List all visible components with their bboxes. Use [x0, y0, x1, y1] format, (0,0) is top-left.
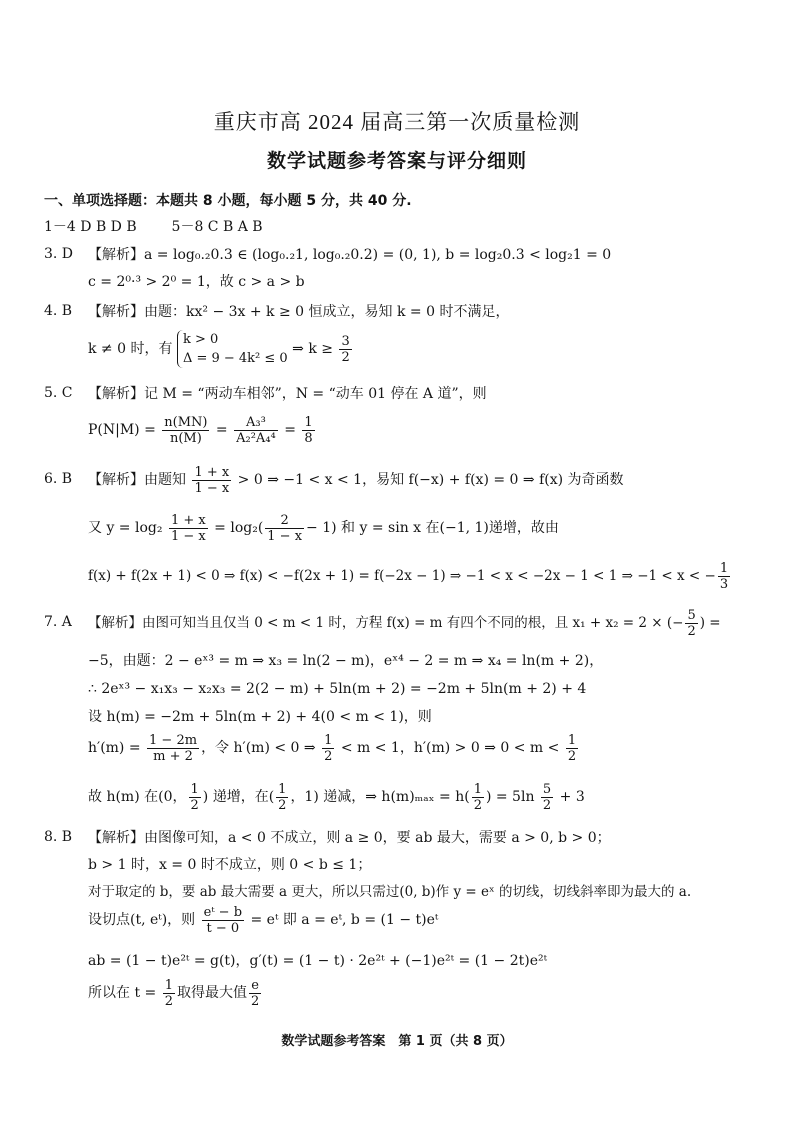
q7-f5c-den: 2 — [473, 797, 482, 813]
q7-text5a: h′(m) = — [88, 740, 141, 756]
q7-fraction6 — [541, 782, 553, 813]
answers-1-4: 1－4 D B D B — [44, 219, 137, 235]
q8-f2-num: 1 — [164, 977, 173, 993]
q6-text2c: − 1) 和 y = sin x 在(−1, 1)递增，故由 — [306, 520, 559, 536]
q6-line3 — [88, 558, 732, 594]
q7-fraction1 — [685, 608, 697, 639]
q7-text6d: ) = 5ln — [485, 789, 535, 805]
q8-fraction3 — [249, 978, 261, 1009]
q4-number: 4. B — [44, 303, 73, 319]
q7-number: 7. A — [44, 614, 72, 630]
q3-line2: c = 2⁰·³ > 2⁰ = 1，故 c > a > b — [88, 274, 305, 290]
q8-f1-num: eᵗ − b — [203, 904, 243, 920]
q8-line6 — [88, 975, 263, 1011]
q6-number: 6. B — [44, 471, 73, 487]
q8-text4b: = eᵗ 即 a = eᵗ, b = (1 − t)eᵗ — [250, 912, 439, 928]
q4-text2a: k ≠ 0 时，有 — [88, 341, 173, 357]
q6-f1r-den: 1 − x — [170, 528, 206, 544]
q8-line5: ab = (1 − t)e²ᵗ = g(t)，g′(t) = (1 − t) · 2e²ᵗ + (−1)e²ᵗ = (1 − 2t)e²ᵗ — [88, 953, 548, 969]
q7-f5a-num: 1 — [190, 781, 199, 797]
q7-fraction2 — [147, 733, 199, 764]
q5-f1-num: n(MN) — [164, 414, 208, 430]
q7-text6a: 故 h(m) 在(0， — [88, 789, 187, 805]
q5-f1-den: n(M) — [169, 430, 202, 446]
q7-text1a: 由图可知当且仅当 0 < m < 1 时，方程 f(x) = m 有四个不同的根，且 x₁ + x₂ = 2 × (− — [142, 615, 684, 631]
q6-line1 — [88, 462, 624, 498]
q6-f3-den: 3 — [719, 577, 729, 592]
q7-tag: 【解析】 — [88, 615, 142, 631]
q6-fraction2 — [265, 513, 304, 544]
q7-f4-num: 1 — [567, 732, 577, 748]
q6-fraction1 — [192, 465, 231, 496]
section-heading: 一、单项选择题：本题共 8 小题，每小题 5 分，共 40 分. — [44, 193, 412, 209]
q6-f3-num: 1 — [719, 561, 729, 576]
q7-line1 — [88, 605, 721, 641]
q4-tag: 【解析】 — [88, 304, 144, 320]
q6-f1-num: 1 + x — [194, 464, 230, 480]
q8-number: 8. B — [44, 829, 73, 845]
q8-f3-num: e — [249, 978, 261, 994]
q5-number: 5. C — [44, 385, 73, 401]
q7-text6e: + 3 — [559, 789, 585, 805]
q4-case2: Δ = 9 − 4k² ≤ 0 — [182, 351, 288, 366]
q8-fraction1 — [202, 905, 244, 936]
q4-f-num: 3 — [341, 333, 350, 349]
q7-f5a-den: 2 — [190, 797, 199, 813]
q7-text5c: < m < 1，h′(m) > 0 ⇒ 0 < m < — [340, 740, 560, 756]
q6-fraction1-repeat — [169, 513, 208, 544]
q8-line4 — [88, 902, 438, 938]
q7-f6-num: 5 — [542, 781, 552, 797]
q3-line1 — [88, 246, 611, 264]
q8-line1 — [88, 829, 611, 847]
q8-fraction2 — [163, 978, 175, 1009]
q7-fraction5c — [472, 782, 484, 813]
q7-fraction5a — [189, 782, 201, 813]
q6-tag: 【解析】 — [88, 472, 144, 488]
q7-f5b-den: 2 — [278, 797, 287, 813]
q4-f-den: 2 — [341, 349, 350, 365]
q7-line5 — [88, 730, 580, 766]
q7-f5b-num: 1 — [278, 781, 287, 797]
q6-f2-den: 1 − x — [267, 528, 303, 544]
answer-key — [44, 218, 263, 236]
q3-text1: a = log₀.₂0.3 ∈ (log₀.₂1, log₀.₂0.2) = (0, 1), b = log₂0.3 < log₂1 = 0 — [144, 247, 612, 263]
q4-case1: k > 0 — [182, 332, 219, 347]
q6-f1-den: 1 − x — [194, 480, 230, 496]
q8-f1-den: t − 0 — [206, 920, 240, 936]
q5-f2-den: A₂²A₄⁴ — [236, 430, 276, 446]
q7-line4: 设 h(m) = −2m + 5ln(m + 2) + 4(0 < m < 1)，则 — [88, 709, 432, 725]
q8-line2: b > 1 时，x = 0 时不成立，则 0 < b ≤ 1； — [88, 857, 372, 873]
q5-line1 — [88, 385, 487, 403]
page-footer: 数学试题参考答案 第 1 页（共 8 页） — [281, 1034, 513, 1049]
q3-number: 3. D — [44, 246, 74, 262]
q4-text2b: ⇒ k ≥ — [292, 341, 334, 357]
q5-f3-num: 1 — [304, 414, 313, 430]
q7-f3-num: 1 — [324, 732, 333, 748]
q4-line2 — [88, 330, 354, 368]
q7-fraction5b — [276, 782, 288, 813]
q6-fraction3 — [718, 561, 730, 592]
q7-text6b: ) 递增，在( — [202, 789, 275, 805]
q7-line3: ∴ 2eˣ³ − x₁x₃ − x₂x₃ = 2(2 − m) + 5ln(m + 2) = −2m + 5ln(m + 2) + 4 — [88, 681, 587, 697]
q6-text3: f(x) + f(2x + 1) < 0 ⇒ f(x) < −f(2x + 1) = f(−2x − 1) ⇒ −1 < x < −2x − 1 < 1 ⇒ −1 < x < − — [88, 568, 716, 584]
q4-case-system — [177, 330, 288, 368]
q8-text6b: 取得最大值 — [177, 985, 247, 1001]
page-title: 重庆市高 2024 届高三第一次质量检测 — [213, 110, 581, 134]
q7-f1-den: 2 — [687, 624, 696, 639]
q7-f3-den: 2 — [324, 748, 333, 764]
q5-f3-den: 8 — [304, 430, 313, 446]
q6-text2b: = log₂( — [214, 520, 264, 536]
q5-f2-num: A₃³ — [234, 415, 278, 431]
q7-f6-den: 2 — [542, 797, 552, 813]
q7-fraction4 — [566, 733, 578, 764]
q6-f2-num: 2 — [265, 513, 304, 529]
q6-text1b: > 0 ⇒ −1 < x < 1，易知 f(−x) + f(x) = 0 ⇒ f(x) 为奇函数 — [237, 472, 624, 488]
q4-text1: 由题：kx² − 3x + k ≥ 0 恒成立，易知 k = 0 时不满足， — [144, 304, 510, 320]
q7-f2-num: 1 − 2m — [149, 732, 198, 748]
q7-line6 — [88, 779, 585, 815]
q5-fraction2 — [234, 415, 278, 446]
q6-f1r-num: 1 + x — [170, 512, 206, 528]
q4-fraction — [339, 334, 351, 365]
q7-f4-den: 2 — [567, 748, 577, 764]
q5-line2: P(N|M) = $\frac{n(MN)}{n(M)}$ = $\frac{\text{A₃³}}{\text{A₂²A₄⁴}}$ = $\frac{1}{8}$ — [88, 414, 313, 446]
q7-text5b: ，令 h′(m) < 0 ⇒ — [201, 740, 316, 756]
q7-line2: −5，由题：2 − eˣ³ = m ⇒ x₃ = ln(2 − m)，eˣ⁴ − 2 = m ⇒ x₄ = ln(m + 2)， — [88, 653, 604, 669]
q6-text2a: 又 y = log₂ — [88, 520, 163, 536]
q6-line2 — [88, 510, 559, 546]
q5-tag: 【解析】 — [88, 386, 144, 402]
q7-fraction3 — [322, 733, 334, 764]
q4-line1 — [88, 303, 509, 321]
q3-tag: 【解析】 — [88, 247, 144, 263]
q8-tag: 【解析】 — [88, 830, 144, 846]
q8-text1: 由图像可知，a < 0 不成立，则 a ≥ 0，要 ab 最大，需要 a > 0, b > 0； — [144, 830, 611, 846]
q5-text2: P(N|M) = — [88, 422, 156, 438]
q7-f2-den: m + 2 — [153, 748, 193, 764]
q8-line3: 对于取定的 b，要 ab 最大需要 a 更大，所以只需过(0, b)作 y = eˣ 的切线，切线斜率即为最大的 a. — [88, 884, 692, 900]
answers-5-8: 5－8 C B A B — [171, 219, 263, 235]
q8-f2-den: 2 — [164, 993, 173, 1009]
q5-fraction1 — [162, 415, 209, 446]
q6-text1a: 由题知 — [144, 472, 186, 488]
q7-f1-num: 5 — [687, 608, 696, 623]
q8-f3-den: 2 — [251, 993, 260, 1009]
page-subtitle: 数学试题参考答案与评分细则 — [266, 150, 527, 172]
q5-text1: 记 M = “两动车相邻”，N = “动车 01 停在 A 道”，则 — [144, 386, 487, 402]
q7-f5c-num: 1 — [473, 781, 482, 797]
q7-text1b: ) = — [699, 615, 721, 631]
q8-text4a: 设切点(t, eᵗ)，则 — [88, 912, 196, 928]
q5-fraction3 — [302, 415, 314, 446]
q8-text6a: 所以在 t = — [88, 985, 157, 1001]
q7-text6c: ，1) 递减，⇒ h(m)ₘₐₓ = h( — [290, 789, 470, 805]
